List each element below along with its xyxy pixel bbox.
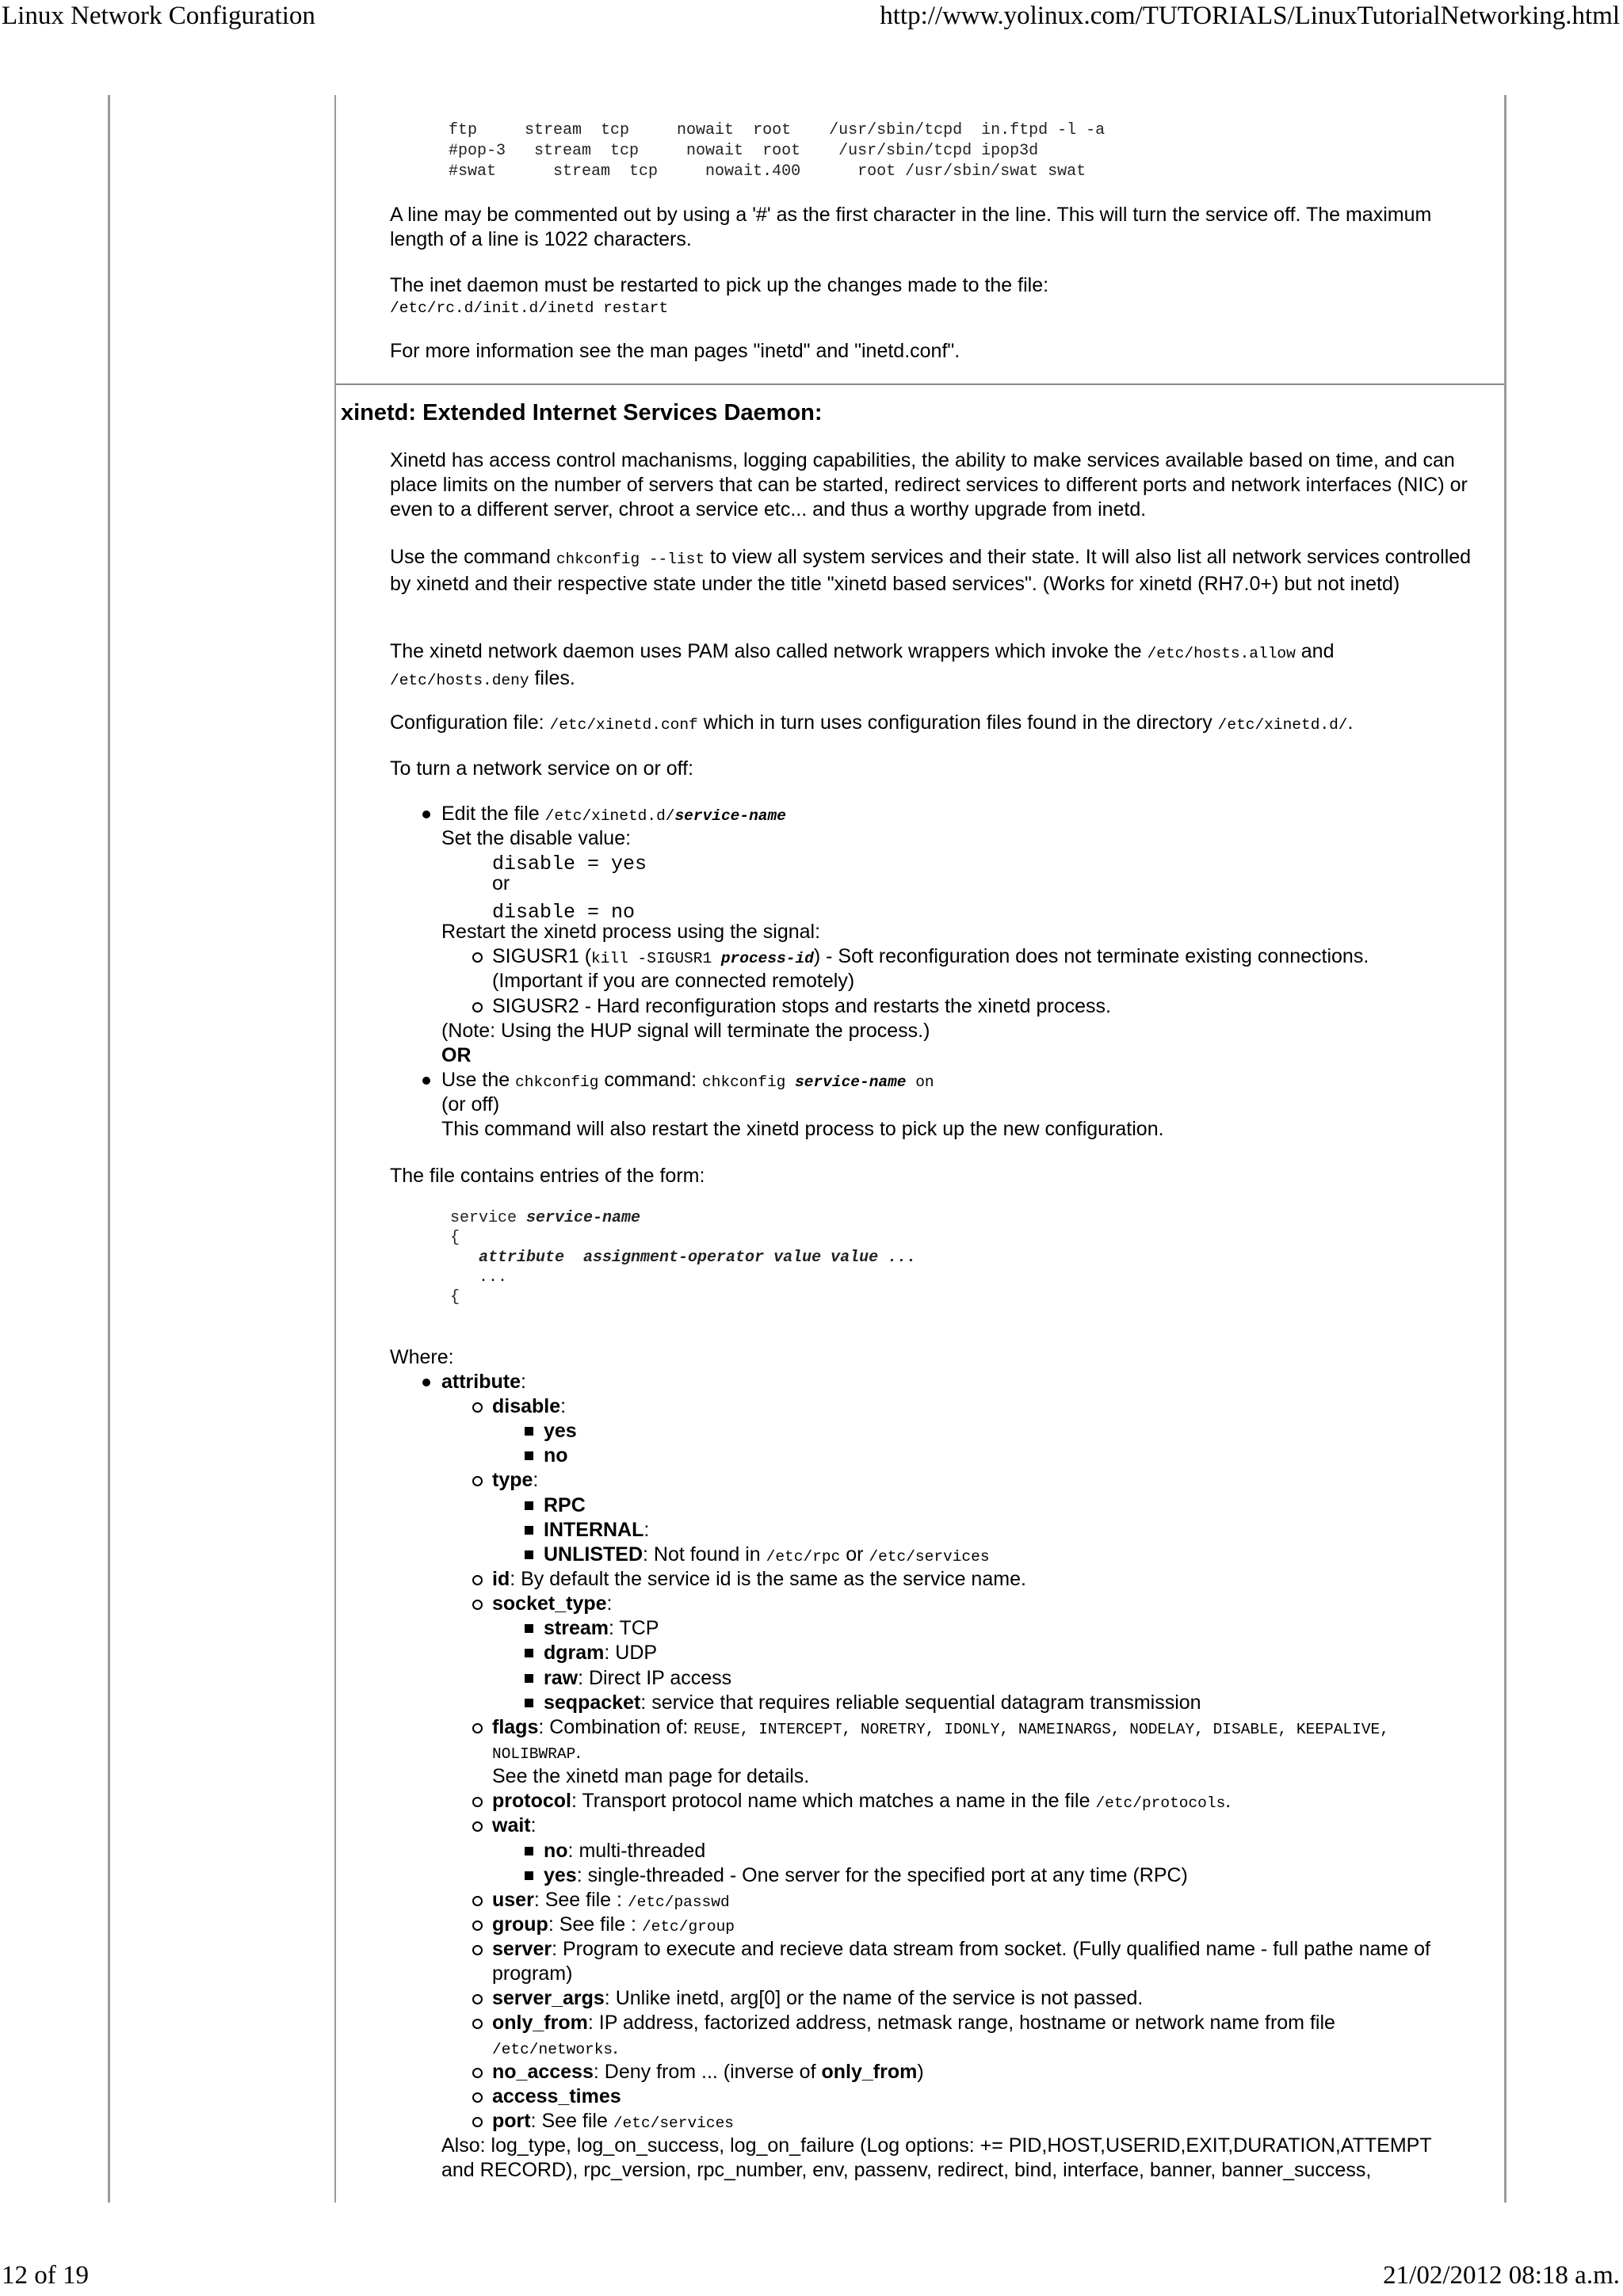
term: access_times: [492, 2085, 621, 2107]
term: type: [492, 1469, 533, 1491]
where-text: Where:: [390, 1346, 454, 1368]
text: Use the: [441, 1069, 516, 1091]
list-item: socket_type:: [492, 1592, 613, 1615]
text: : single-threaded - One server for the specified port at any time (RPC): [576, 1864, 1188, 1886]
list-item: attribute:: [441, 1371, 526, 1393]
left-border: [108, 95, 110, 2203]
code-line: ftp stream tcp nowait root /usr/sbin/tcpd in.ftpd -l -a: [449, 121, 1106, 139]
text: or: [840, 1543, 869, 1566]
list-item: [492, 2011, 1335, 2035]
term: flags: [492, 1716, 539, 1738]
list-item: INTERNAL:: [544, 1519, 650, 1541]
term: raw: [544, 1667, 579, 1689]
or-separator: OR: [441, 1044, 472, 1066]
flags-see: See the xinetd man page for details.: [492, 1765, 810, 1787]
inline-code: process-id: [720, 950, 814, 967]
term: attribute: [441, 1371, 521, 1393]
inline-code: REUSE, INTERCEPT, NORETRY, IDONLY, NAMEINARGS, NODELAY, DISABLE, KEEPALIVE,: [693, 1721, 1389, 1738]
text: The xinetd network daemon uses PAM also called network wrappers which invoke the: [390, 640, 1148, 662]
term: UNLISTED: [544, 1543, 643, 1566]
code-text: service-name: [526, 1209, 641, 1227]
page-title: Linux Network Configuration: [2, 2, 315, 30]
term: server: [492, 1938, 552, 1960]
page-url: http://www.yolinux.com/TUTORIALS/LinuxTutorialNetworking.html: [880, 2, 1620, 30]
code-line: {: [450, 1288, 460, 1306]
list-item: [544, 1863, 1188, 1888]
list-item: [492, 2060, 924, 2084]
list-item: [441, 802, 786, 829]
inline-code: NOLIBWRAP: [492, 1745, 576, 1763]
page-number: 12 of 19: [2, 2261, 89, 2290]
text: : By default the service id is the same as the service name.: [510, 1568, 1026, 1590]
column-divider: [334, 95, 336, 2203]
list-item: [492, 2109, 734, 2136]
text: .: [575, 1741, 582, 1763]
list-item: [544, 1616, 659, 1641]
text: command:: [598, 1069, 703, 1091]
term: id: [492, 1568, 510, 1590]
term: stream: [544, 1617, 609, 1639]
list-item: [492, 1937, 1430, 1962]
paragraph-turn-on-off: To turn a network service on or off:: [390, 757, 694, 780]
text: : service that requires reliable sequential datagram transmission: [640, 1691, 1201, 1714]
text: : Not found in: [643, 1543, 766, 1566]
note-hup: (Note: Using the HUP signal will terminate the process.): [441, 1020, 930, 1042]
inline-code: /etc/xinetd.conf: [549, 716, 698, 734]
code-text: service: [450, 1209, 527, 1227]
text: : TCP: [609, 1617, 659, 1639]
inline-code: service-name: [795, 1074, 907, 1091]
term: user: [492, 1889, 534, 1911]
inline-code: /etc/group: [641, 1918, 735, 1936]
also-options-line1: Also: log_type, log_on_success, log_on_failure (Log options: += PID,HOST,USERID,EXIT,DURATION,ATTEMPT: [441, 2134, 1432, 2157]
inline-code: chkconfig --list: [556, 551, 705, 568]
term: yes: [544, 1420, 577, 1442]
restart-signal-text: Restart the xinetd process using the signal:: [441, 921, 821, 943]
code-disable-yes: disable = yes: [492, 852, 647, 875]
paragraph-pam: [390, 639, 1484, 693]
list-item: [544, 1666, 731, 1691]
text: files.: [529, 667, 575, 689]
inline-code: /etc/hosts.allow: [1147, 645, 1296, 662]
term: no: [544, 1840, 568, 1862]
list-item: type:: [492, 1469, 539, 1491]
inline-code: /etc/services: [869, 1548, 990, 1566]
list-item: SIGUSR2 - Hard reconfiguration stops and restarts the xinetd process.: [492, 995, 1111, 1017]
term: only_from: [821, 2061, 918, 2083]
text: : See file :: [548, 1913, 642, 1936]
text: : multi-threaded: [567, 1840, 706, 1862]
code-line: {: [450, 1229, 460, 1247]
only-from-continued: /etc/networks.: [492, 2036, 619, 2058]
text: : See file :: [533, 1889, 628, 1911]
restart-text: The inet daemon must be restarted to pick up the changes made to the file:: [390, 274, 1049, 296]
term: group: [492, 1913, 548, 1936]
section-heading: xinetd: Extended Internet Services Daemon:: [341, 400, 823, 425]
term: yes: [544, 1864, 577, 1886]
list-item: [544, 1543, 990, 1569]
inline-code: /etc/xinetd.d/: [1217, 716, 1348, 734]
text: Edit the file: [441, 803, 545, 825]
set-disable-text: Set the disable value:: [441, 827, 632, 849]
list-item: [544, 1839, 705, 1863]
section-divider: [336, 383, 1504, 385]
list-item: [492, 1913, 735, 1939]
list-item: wait:: [492, 1814, 537, 1836]
text: to view all system services and their state. It will also list all network services controlled by xinetd and their respective state under the title "xinetd based services". (Works for xinetd (RH7.0+) but not inetd): [390, 546, 1472, 595]
list-item: [492, 1567, 1026, 1592]
inline-code: /etc/services: [613, 2115, 734, 2132]
inline-code: chkconfig: [702, 1074, 796, 1091]
text: .: [1347, 711, 1354, 734]
inline-code: chkconfig: [515, 1074, 599, 1091]
inline-code: /etc/hosts.deny: [390, 672, 529, 689]
inline-code: /etc/xinetd.d/: [544, 807, 675, 825]
text: and: [1295, 640, 1335, 662]
text: : Deny from ... (inverse of: [593, 2061, 822, 2083]
also-options-line2: and RECORD), rpc_version, rpc_number, env, passenv, redirect, bind, interface, banner, banner_success,: [441, 2159, 1372, 2181]
list-item: [492, 1986, 1143, 2011]
inetd-conf-example: [449, 120, 1105, 182]
text: ) - Soft reconfiguration does not terminate existing connections.: [813, 945, 1369, 967]
list-item: [492, 1715, 1389, 1742]
text: : Direct IP access: [578, 1667, 732, 1689]
term: wait: [492, 1814, 531, 1836]
or-off-text: (or off): [441, 1093, 500, 1116]
text: Use the command: [390, 546, 556, 568]
text: : See file: [530, 2110, 613, 2132]
paragraph-file-contains: The file contains entries of the form:: [390, 1165, 705, 1187]
text: : IP address, factorized address, netmask range, hostname or network name from file: [587, 2012, 1335, 2034]
text: : UDP: [604, 1642, 658, 1664]
list-item: [441, 1068, 934, 1095]
term: INTERNAL: [544, 1519, 644, 1541]
paragraph-comment: A line may be commented out by using a '#' as the first character in the line. This will turn the service off. The maximum length of a line is 1022 characters.: [390, 204, 1432, 250]
term: socket_type: [492, 1592, 607, 1615]
term: protocol: [492, 1790, 571, 1812]
text: : Combination of:: [538, 1716, 694, 1738]
text: Configuration file:: [390, 711, 550, 734]
list-item: [492, 1888, 730, 1915]
list-item: [544, 1641, 657, 1665]
paragraph-config-file: [390, 711, 1484, 738]
config-form-example: [450, 1208, 916, 1307]
term: no_access: [492, 2061, 594, 2083]
text: which in turn uses configuration files found in the directory: [697, 711, 1218, 734]
inline-code: /etc/networks: [492, 2041, 613, 2058]
list-item: [492, 2084, 621, 2109]
term: seqpacket: [544, 1691, 641, 1714]
sigusr1-note: (Important if you are connected remotely): [492, 970, 855, 992]
inline-code: service-name: [674, 807, 786, 825]
text: : Unlike inetd, arg[0] or the name of the service is not passed.: [604, 1987, 1144, 2009]
term: disable: [492, 1395, 561, 1417]
term: port: [492, 2110, 531, 2132]
paragraph-xinetd-intro: Xinetd has access control machanisms, logging capabilities, the ability to make services available based on time, and can place limits on the number of servers that can be started, redirect services to different ports and network interfaces (NIC) or even to a different server, chroot a service etc... and thus a worthy upgrade from inetd.: [390, 449, 1468, 521]
also-restart-text: This command will also restart the xinetd process to pick up the new configuration.: [441, 1118, 1164, 1140]
inline-code: kill -SIGUSR1: [591, 950, 721, 967]
paragraph-restart: [390, 273, 1484, 318]
text: : Transport protocol name which matches a name in the file: [571, 1790, 1096, 1812]
paragraph-more-info: For more information see the man pages "inetd" and "inetd.conf".: [390, 340, 960, 362]
paragraph-chkconfig: [390, 545, 1484, 597]
list-item: [544, 1691, 1201, 1715]
right-border: [1504, 95, 1507, 2203]
code-line: ...: [450, 1268, 508, 1287]
code-line: #swat stream tcp nowait.400 root /usr/sbin/swat swat: [449, 162, 1086, 181]
term: only_from: [492, 2012, 588, 2034]
code-line: #pop-3 stream tcp nowait root /usr/sbin/tcpd ipop3d: [449, 142, 1039, 160]
inline-code: /etc/rpc: [766, 1548, 841, 1566]
server-continued: program): [492, 1962, 573, 1985]
term: dgram: [544, 1642, 605, 1664]
inline-code: /etc/passwd: [627, 1894, 730, 1911]
list-item: protocol: Transport protocol name which matches a name in the file /etc/protocols.: [492, 1789, 1231, 1816]
text: SIGUSR1 (: [492, 945, 592, 967]
inline-code: on: [906, 1074, 934, 1091]
code-line: [450, 1208, 916, 1228]
list-item: [492, 944, 1369, 971]
list-item: [544, 1419, 577, 1444]
restart-command: /etc/rc.d/init.d/inetd restart: [390, 299, 669, 317]
list-item: [544, 1444, 568, 1468]
print-datetime: 21/02/2012 08:18 a.m.: [1383, 2261, 1620, 2290]
term: no: [544, 1444, 568, 1466]
text: : Program to execute and recieve data stream from socket. (Fully qualified name - full pathe name of: [552, 1938, 1430, 1960]
term: RPC: [544, 1494, 586, 1516]
text: ): [917, 2061, 924, 2083]
list-item: disable:: [492, 1395, 567, 1417]
code-line: attribute assignment-operator value value ...: [450, 1249, 917, 1267]
or-text: or: [492, 872, 510, 894]
list-item: [544, 1493, 586, 1518]
inline-code: /etc/protocols: [1095, 1794, 1226, 1812]
code-disable-no: disable = no: [492, 901, 636, 924]
flags-continued: [492, 1740, 581, 1767]
term: server_args: [492, 1987, 605, 2009]
